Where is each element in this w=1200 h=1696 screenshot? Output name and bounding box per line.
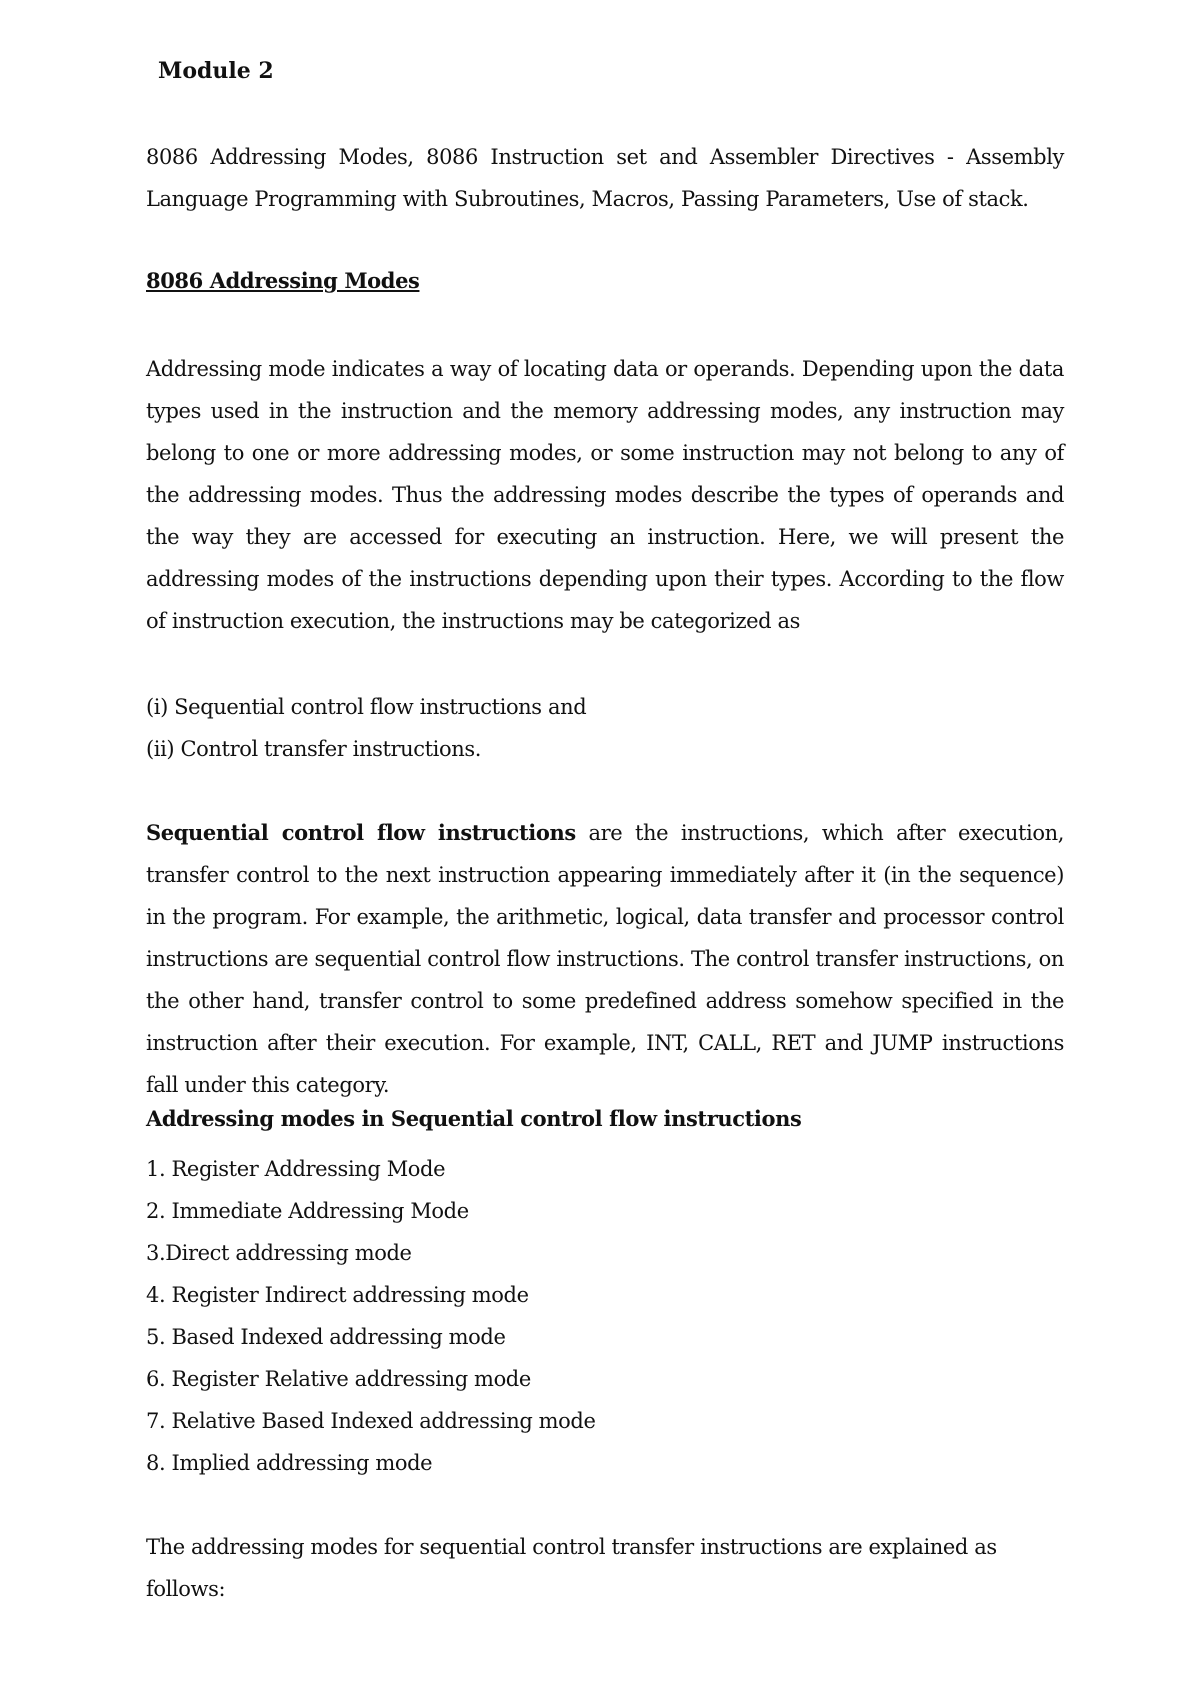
paragraph-text: are the instructions, which after execution, transfer control to the next instruction appearing immediately after it (in the sequence) in the program. For example, the arithmetic, logical, data transfer and processor control instructions are sequential control flow instructions. The control transfer instructions, on the other hand, transfer control to some predefined address somehow specified in the instruction after their execution. For example, INT, CALL, RET and JUMP instructions fall under this category. bbox=[146, 821, 1064, 1097]
instruction-categories-list bbox=[146, 686, 1064, 770]
closing-paragraph: The addressing modes for sequential control transfer instructions are explained as follows: bbox=[146, 1535, 997, 1601]
addressing-mode-paragraph: Addressing mode indicates a way of locating data or operands. Depending upon the data types used in the instruction and the memory addressing modes, any instruction may belong to one or more addressing modes, or some instruction may not belong to any of the addressing modes. Thus the addressing modes describe the types of operands and the way they are accessed for executing an instruction. Here, we will present the addressing modes of the instructions depending upon their types. According to the flow of instruction execution, the instructions may be categorized as bbox=[146, 357, 1064, 633]
list-item: 7. Relative Based Indexed addressing mode bbox=[146, 1409, 596, 1433]
section-heading: 8086 Addressing Modes bbox=[146, 268, 420, 293]
bold-term: Sequential control flow instructions bbox=[146, 820, 576, 845]
list-item: 4. Register Indirect addressing mode bbox=[146, 1283, 529, 1307]
intro-paragraph: 8086 Addressing Modes, 8086 Instruction set and Assembler Directives - Assembly Language Programming with Subroutines, Macros, Passing Parameters, Use of stack. bbox=[146, 145, 1064, 211]
list-item: 8. Implied addressing mode bbox=[146, 1451, 433, 1475]
list-item: 6. Register Relative addressing mode bbox=[146, 1367, 531, 1391]
addressing-modes-list bbox=[146, 1148, 1064, 1484]
page-title: Module 2 bbox=[158, 58, 274, 84]
list-item: 3.Direct addressing mode bbox=[146, 1241, 412, 1265]
list-item: (i) Sequential control flow instructions and bbox=[146, 695, 587, 719]
list-item: 2. Immediate Addressing Mode bbox=[146, 1199, 469, 1223]
sequential-control-paragraph bbox=[146, 812, 1064, 1106]
modes-heading: Addressing modes in Sequential control flow instructions bbox=[146, 1106, 802, 1131]
list-item: 5. Based Indexed addressing mode bbox=[146, 1325, 506, 1349]
list-item: (ii) Control transfer instructions. bbox=[146, 737, 482, 761]
list-item: 1. Register Addressing Mode bbox=[146, 1157, 446, 1181]
